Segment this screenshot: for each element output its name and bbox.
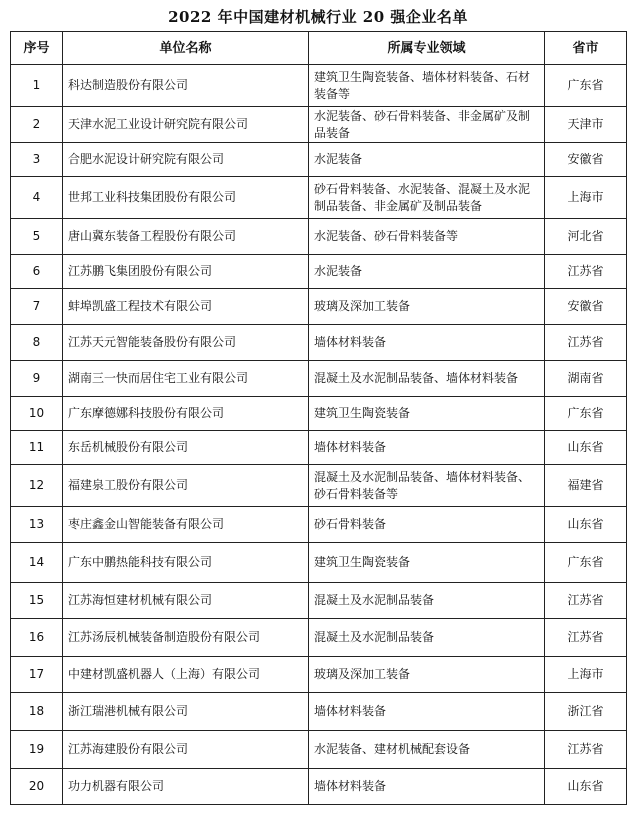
table-row xyxy=(11,397,627,431)
row-index: 4 xyxy=(11,177,63,219)
province: 浙江省 xyxy=(545,693,627,731)
row-index: 11 xyxy=(11,431,63,465)
company-name: 广东中鹏热能科技有限公司 xyxy=(63,543,309,583)
table-row xyxy=(11,693,627,731)
professional-field: 墙体材料装备 xyxy=(309,769,545,805)
professional-field: 建筑卫生陶瓷装备 xyxy=(309,397,545,431)
row-index: 1 xyxy=(11,65,63,107)
row-index: 15 xyxy=(11,583,63,619)
header-field: 所属专业领域 xyxy=(309,32,545,65)
province: 河北省 xyxy=(545,219,627,255)
page-title: 2022 年中国建材机械行业 20 强企业名单 xyxy=(168,8,468,26)
row-index: 3 xyxy=(11,143,63,177)
company-name: 中建材凯盛机器人（上海）有限公司 xyxy=(63,657,309,693)
company-name: 江苏汤辰机械装备制造股份有限公司 xyxy=(63,619,309,657)
province: 上海市 xyxy=(545,657,627,693)
row-index: 2 xyxy=(11,107,63,143)
company-name: 江苏鹏飞集团股份有限公司 xyxy=(63,255,309,289)
table-row xyxy=(11,219,627,255)
row-index: 7 xyxy=(11,289,63,325)
company-name: 江苏海建股份有限公司 xyxy=(63,731,309,769)
province: 江苏省 xyxy=(545,583,627,619)
company-name: 蚌埠凯盛工程技术有限公司 xyxy=(63,289,309,325)
professional-field: 水泥装备、建材机械配套设备 xyxy=(309,731,545,769)
row-index: 10 xyxy=(11,397,63,431)
table-row xyxy=(11,583,627,619)
row-index: 13 xyxy=(11,507,63,543)
company-name: 江苏海恒建材机械有限公司 xyxy=(63,583,309,619)
row-index: 12 xyxy=(11,465,63,507)
company-name: 天津水泥工业设计研究院有限公司 xyxy=(63,107,309,143)
table-row xyxy=(11,431,627,465)
company-name: 枣庄鑫金山智能装备有限公司 xyxy=(63,507,309,543)
table-row xyxy=(11,731,627,769)
row-index: 14 xyxy=(11,543,63,583)
company-name: 广东摩德娜科技股份有限公司 xyxy=(63,397,309,431)
professional-field: 水泥装备 xyxy=(309,255,545,289)
professional-field: 墙体材料装备 xyxy=(309,431,545,465)
header-company: 单位名称 xyxy=(63,32,309,65)
table-row xyxy=(11,289,627,325)
professional-field: 墙体材料装备 xyxy=(309,325,545,361)
company-name: 江苏天元智能装备股份有限公司 xyxy=(63,325,309,361)
province: 安徽省 xyxy=(545,143,627,177)
row-index: 5 xyxy=(11,219,63,255)
professional-field: 水泥装备、砂石骨料装备、非金属矿及制品装备 xyxy=(309,107,545,143)
company-table xyxy=(10,31,627,805)
professional-field: 混凝土及水泥制品装备 xyxy=(309,619,545,657)
province: 广东省 xyxy=(545,397,627,431)
province: 江苏省 xyxy=(545,325,627,361)
province: 江苏省 xyxy=(545,255,627,289)
row-index: 19 xyxy=(11,731,63,769)
table-row xyxy=(11,507,627,543)
table-row xyxy=(11,619,627,657)
province: 天津市 xyxy=(545,107,627,143)
province: 广东省 xyxy=(545,543,627,583)
table-row xyxy=(11,543,627,583)
professional-field: 建筑卫生陶瓷装备 xyxy=(309,543,545,583)
professional-field: 墙体材料装备 xyxy=(309,693,545,731)
table-row xyxy=(11,465,627,507)
province: 湖南省 xyxy=(545,361,627,397)
company-name: 福建泉工股份有限公司 xyxy=(63,465,309,507)
province: 江苏省 xyxy=(545,731,627,769)
company-name: 唐山冀东装备工程股份有限公司 xyxy=(63,219,309,255)
table-body xyxy=(11,65,627,805)
province: 山东省 xyxy=(545,769,627,805)
row-index: 17 xyxy=(11,657,63,693)
company-name: 世邦工业科技集团股份有限公司 xyxy=(63,177,309,219)
province: 广东省 xyxy=(545,65,627,107)
row-index: 20 xyxy=(11,769,63,805)
table-row xyxy=(11,325,627,361)
company-name: 东岳机械股份有限公司 xyxy=(63,431,309,465)
table-row xyxy=(11,143,627,177)
company-name: 浙江瑞港机械有限公司 xyxy=(63,693,309,731)
professional-field: 玻璃及深加工装备 xyxy=(309,657,545,693)
table-row xyxy=(11,177,627,219)
header-index: 序号 xyxy=(11,32,63,65)
company-name: 科达制造股份有限公司 xyxy=(63,65,309,107)
province: 安徽省 xyxy=(545,289,627,325)
row-index: 9 xyxy=(11,361,63,397)
header-province: 省市 xyxy=(545,32,627,65)
province: 江苏省 xyxy=(545,619,627,657)
professional-field: 建筑卫生陶瓷装备、墙体材料装备、石材装备等 xyxy=(309,65,545,107)
table-row xyxy=(11,657,627,693)
row-index: 6 xyxy=(11,255,63,289)
company-name: 湖南三一快而居住宅工业有限公司 xyxy=(63,361,309,397)
row-index: 16 xyxy=(11,619,63,657)
table-row xyxy=(11,65,627,107)
province: 上海市 xyxy=(545,177,627,219)
professional-field: 砂石骨料装备 xyxy=(309,507,545,543)
company-name: 合肥水泥设计研究院有限公司 xyxy=(63,143,309,177)
professional-field: 玻璃及深加工装备 xyxy=(309,289,545,325)
table-row xyxy=(11,255,627,289)
professional-field: 水泥装备、砂石骨料装备等 xyxy=(309,219,545,255)
table-row xyxy=(11,769,627,805)
professional-field: 混凝土及水泥制品装备、墙体材料装备、砂石骨料装备等 xyxy=(309,465,545,507)
professional-field: 水泥装备 xyxy=(309,143,545,177)
row-index: 8 xyxy=(11,325,63,361)
professional-field: 砂石骨料装备、水泥装备、混凝土及水泥制品装备、非金属矿及制品装备 xyxy=(309,177,545,219)
province: 山东省 xyxy=(545,507,627,543)
province: 福建省 xyxy=(545,465,627,507)
table-row xyxy=(11,107,627,143)
professional-field: 混凝土及水泥制品装备、墙体材料装备 xyxy=(309,361,545,397)
company-name: 功力机器有限公司 xyxy=(63,769,309,805)
table-header-row xyxy=(11,32,627,65)
province: 山东省 xyxy=(545,431,627,465)
professional-field: 混凝土及水泥制品装备 xyxy=(309,583,545,619)
row-index: 18 xyxy=(11,693,63,731)
table-row xyxy=(11,361,627,397)
